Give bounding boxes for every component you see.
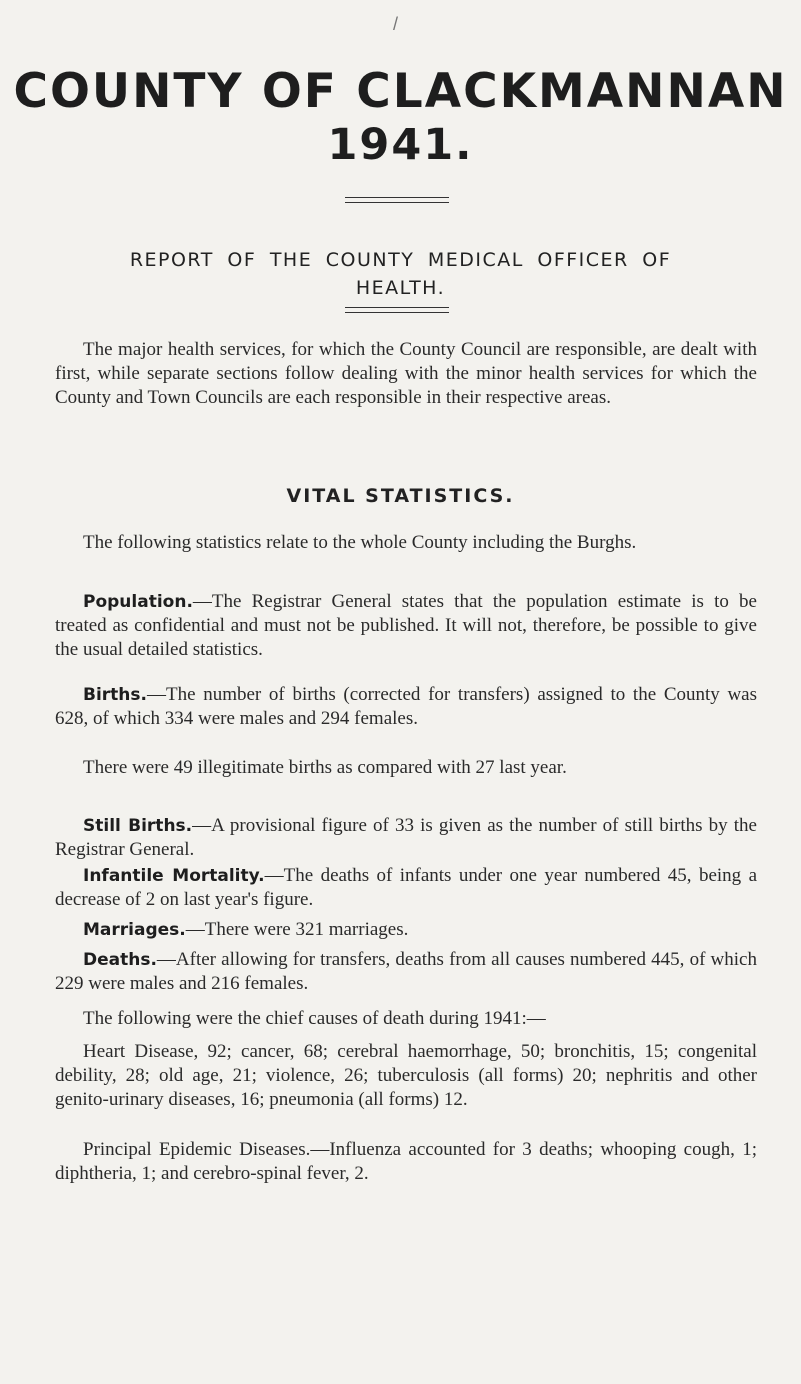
still-births-text: —A provisional figure of 33 is given as the number of still births by the Registrar General. bbox=[55, 815, 757, 860]
infantile-mortality-text: —The deaths of infants under one year numbered 45, being a decrease of 2 on last year's figure. bbox=[55, 865, 758, 910]
section-heading-vital-statistics: VITAL STATISTICS. bbox=[286, 485, 515, 507]
county-title: COUNTY OF CLACKMANNAN bbox=[13, 64, 788, 119]
marriages-paragraph bbox=[55, 918, 757, 942]
causes-intro-paragraph bbox=[55, 1007, 757, 1031]
population-paragraph bbox=[55, 590, 757, 662]
illegitimate-births-paragraph bbox=[55, 756, 757, 780]
intro-paragraph bbox=[55, 338, 757, 410]
statistics-scope-text: The following statistics relate to the whole County including the Burghs. bbox=[83, 532, 637, 553]
infantile-mortality-paragraph bbox=[55, 864, 757, 912]
still-births-paragraph bbox=[55, 814, 757, 862]
report-year: 1941. bbox=[327, 120, 474, 170]
deaths-text: —After allowing for transfers, deaths from all causes numbered 445, of which 229 were males and 216 females. bbox=[55, 949, 757, 994]
statistics-scope-paragraph bbox=[55, 531, 757, 555]
report-title-line: REPORT OF THE COUNTY MEDICAL OFFICER OF bbox=[129, 249, 672, 271]
births-subheading: Births. bbox=[83, 685, 147, 705]
deaths-subheading: Deaths. bbox=[83, 950, 157, 970]
marriages-text: —There were 321 marriages. bbox=[185, 919, 409, 940]
divider-rule bbox=[345, 307, 449, 308]
population-subheading: Population. bbox=[83, 592, 193, 612]
births-text: —The number of births (corrected for transfers) assigned to the County was 628, of which 334 were males and 294 females. bbox=[55, 684, 757, 729]
intro-text: The major health services, for which the County Council are responsible, are dealt with first, while separate sections follow dealing with the minor health services for which the County and Town Councils are each responsible in their respective areas. bbox=[55, 339, 757, 408]
divider-rule bbox=[345, 312, 449, 313]
epidemic-diseases-paragraph bbox=[55, 1138, 757, 1186]
births-paragraph bbox=[55, 683, 757, 731]
population-text: —The Registrar General states that the population estimate is to be treated as confidential and must not be published. It will not, therefore, be possible to give the usual detailed statistics. bbox=[55, 591, 757, 660]
still-births-subheading: Still Births. bbox=[83, 816, 193, 836]
divider-rule bbox=[345, 202, 449, 203]
causes-list-text: Heart Disease, 92; cancer, 68; cerebral haemorrhage, 50; bronchitis, 15; congenital debility, 28; old age, 21; violence, 26; tuberculosis (all forms) 20; nephritis and other genito-urinary diseases, 16; pneumonia (all forms) 12. bbox=[55, 1041, 757, 1110]
illegitimate-births-text: There were 49 illegitimate births as compared with 27 last year. bbox=[83, 757, 567, 778]
divider-rule bbox=[345, 197, 449, 198]
corner-mark: / bbox=[393, 14, 399, 34]
report-title bbox=[0, 246, 801, 302]
epidemic-diseases-text: Principal Epidemic Diseases.—Influenza accounted for 3 deaths; whooping cough, 1; diphtheria, 1; and cerebro-spinal fever, 2. bbox=[55, 1139, 757, 1184]
report-title-line: HEALTH. bbox=[355, 277, 446, 299]
marriages-subheading: Marriages. bbox=[83, 920, 186, 940]
deaths-paragraph bbox=[55, 948, 757, 996]
causes-intro-text: The following were the chief causes of death during 1941:— bbox=[83, 1008, 546, 1029]
causes-list-paragraph bbox=[55, 1040, 757, 1112]
infantile-mortality-subheading: Infantile Mortality. bbox=[83, 866, 265, 886]
